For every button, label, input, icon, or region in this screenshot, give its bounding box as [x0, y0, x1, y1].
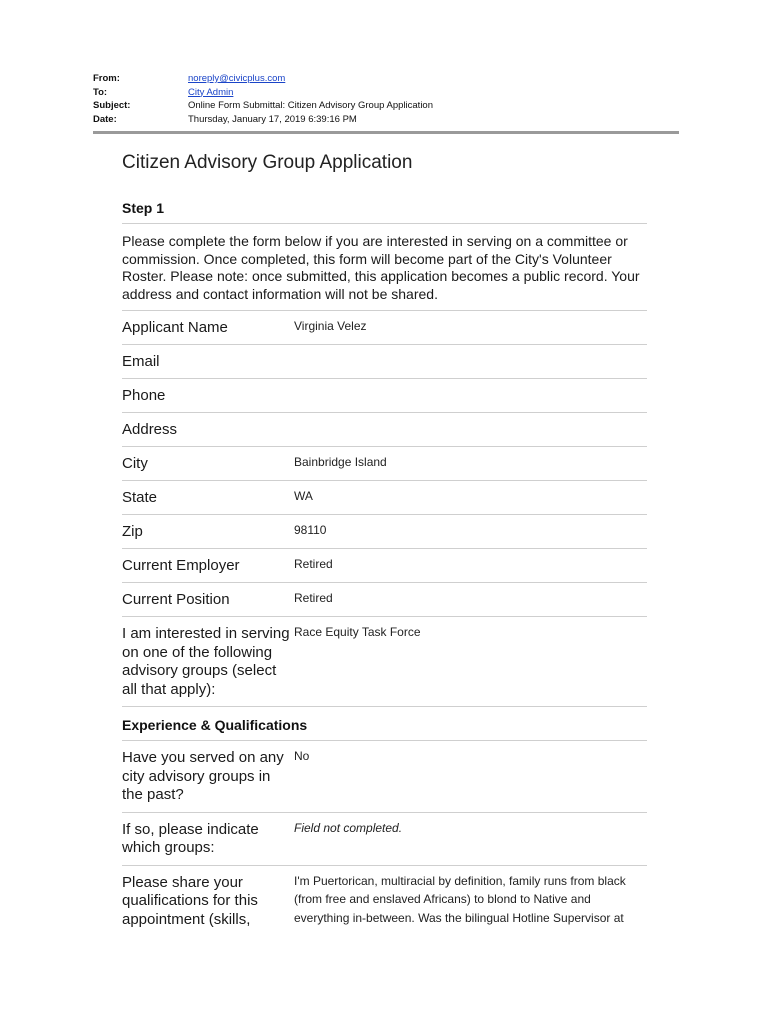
- field-value: No: [294, 749, 310, 763]
- to-recipient-link[interactable]: City Admin: [188, 86, 234, 98]
- field-value: [294, 345, 647, 378]
- field-value: WA: [294, 489, 313, 503]
- date-row: [93, 113, 679, 127]
- from-email-link[interactable]: noreply@civicplus.com: [188, 73, 286, 84]
- date-value: Thursday, January 17, 2019 6:39:16 PM: [188, 113, 357, 125]
- field-label: Current Position: [122, 591, 230, 608]
- subject-row: [93, 99, 679, 113]
- field-value: I'm Puertorican, multiracial by definition, family runs from black (from free and enslaved Africans) to blond to Native and everything in-between. Was the bilingual Hotline Supervisor at: [294, 873, 626, 925]
- field-label: Have you served on any city advisory groups in the past?: [122, 749, 284, 803]
- field-row: [122, 447, 647, 481]
- field-label: State: [122, 489, 158, 506]
- field-label: Email: [122, 353, 160, 370]
- field-value: Virginia Velez: [294, 319, 367, 333]
- field-label: Phone: [122, 387, 166, 404]
- field-row: [122, 345, 647, 379]
- field-value: [294, 413, 647, 446]
- form-title: Citizen Advisory Group Application: [122, 152, 413, 173]
- field-row: [122, 583, 647, 617]
- experience-heading: Experience & Qualifications: [122, 707, 647, 741]
- to-label: To:: [93, 86, 108, 98]
- date-label: Date:: [93, 113, 117, 125]
- field-row: [122, 413, 647, 447]
- from-label: From:: [93, 73, 120, 84]
- field-row: [122, 481, 647, 515]
- field-label: I am interested in serving on one of the following advisory groups (select all that apply):: [122, 625, 290, 698]
- field-value: Field not completed.: [294, 820, 403, 835]
- field-label: Address: [122, 421, 178, 438]
- header-divider: [93, 131, 679, 134]
- subject-label: Subject:: [93, 100, 131, 111]
- field-value: Retired: [294, 591, 333, 605]
- from-row: [93, 72, 679, 86]
- field-row: [122, 379, 647, 413]
- step1-heading: Step 1: [122, 190, 647, 224]
- field-value: Bainbridge Island: [294, 455, 387, 469]
- field-label: Please share your qualifications for this appointment (skills,: [122, 873, 258, 928]
- field-row: [122, 549, 647, 583]
- field-label: If so, please indicate which groups:: [122, 820, 259, 856]
- field-value: 98110: [294, 523, 327, 537]
- field-row: [122, 866, 647, 937]
- field-label: Applicant Name: [122, 319, 228, 336]
- intro-text: Please complete the form below if you are interested in serving on a committee or commission. Once completed, this form will become part of the City's Volunteer Roster. Please note: once submitted, this application becomes a public record. Your address and contact information will not be shared.: [122, 224, 647, 311]
- email-header: [93, 72, 679, 126]
- field-value: Race Equity Task Force: [294, 625, 421, 639]
- field-label: City: [122, 455, 148, 472]
- field-row: [122, 515, 647, 549]
- field-label: Current Employer: [122, 557, 240, 574]
- field-row: [122, 311, 647, 345]
- field-value: Retired: [294, 557, 333, 571]
- field-value: [294, 379, 647, 412]
- subject-value: Online Form Submittal: Citizen Advisory Group Application: [188, 100, 433, 111]
- form-body: [122, 150, 647, 936]
- field-label: Zip: [122, 523, 143, 540]
- field-row: [122, 617, 647, 707]
- field-row: [122, 813, 647, 866]
- to-row: [93, 86, 679, 100]
- field-row: [122, 741, 647, 813]
